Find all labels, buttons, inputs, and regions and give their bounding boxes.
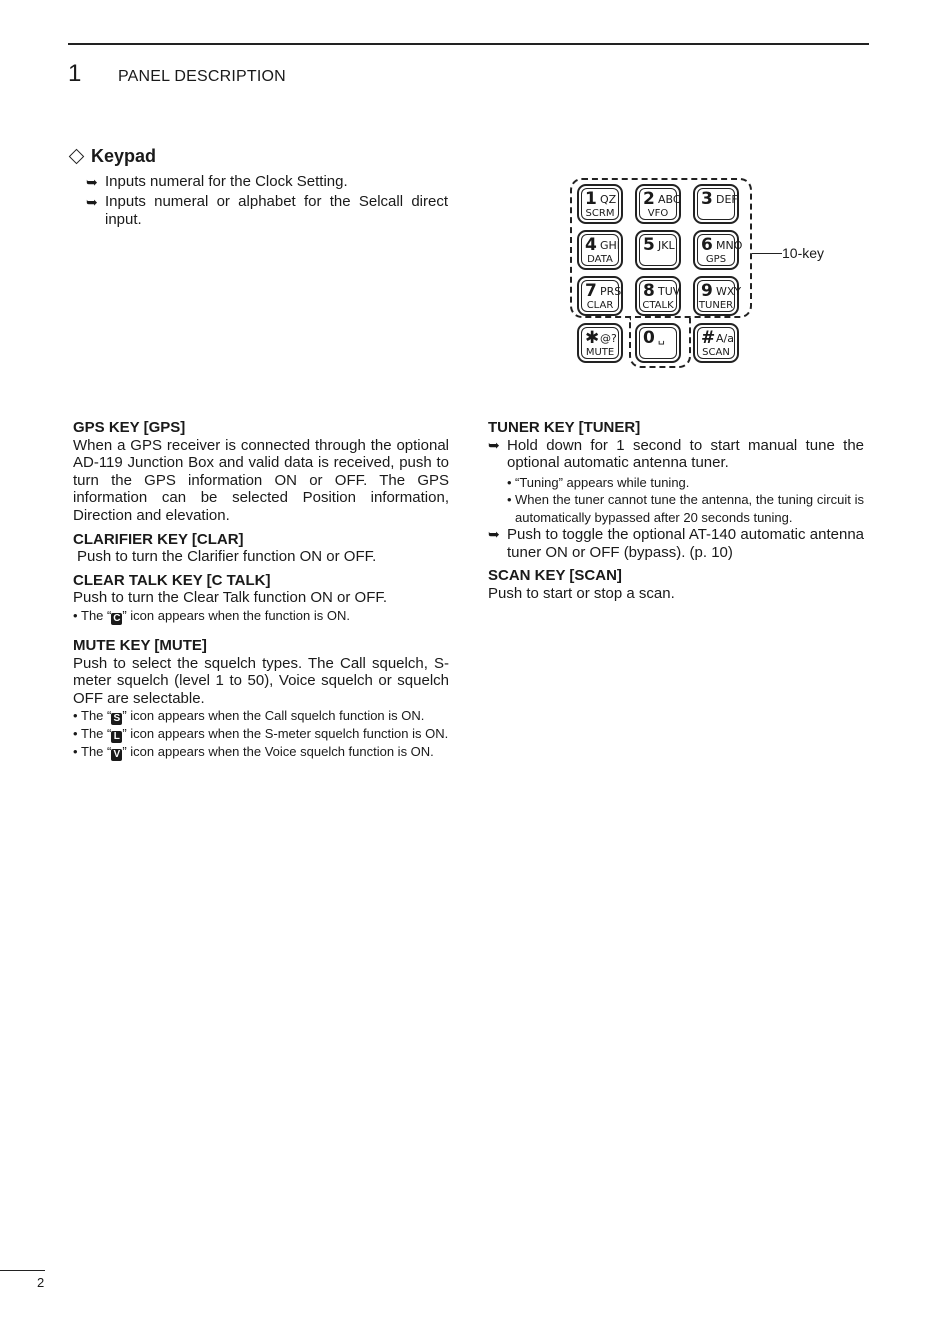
key-4: 4 GHI DATA	[577, 230, 623, 270]
mute-key-body: Push to select the squelch types. The Call squelch, S-meter squelch (level 1 to 50), Voice squelch or squelch OFF are selectable.	[73, 654, 449, 707]
callout-leader-line	[752, 253, 782, 254]
keypad-diagram	[566, 178, 766, 373]
mute-note: • The “ V ” icon appears when the Voice squelch function is ON.	[73, 744, 434, 761]
ctalk-key-title: CLEAR TALK KEY [C TALK]	[73, 571, 271, 589]
tuner-sub-note: • When the tuner cannot tune the antenna, the tuning circuit is automatically bypassed after 20 seconds tuning.	[507, 492, 864, 525]
scan-key-title: SCAN KEY [SCAN]	[488, 567, 622, 585]
list-item: ➥ Push to toggle the optional AT-140 automatic antenna tuner ON or OFF (bypass). (p. 10)	[488, 526, 864, 561]
keypad-description-list	[86, 173, 448, 231]
arrow-right-icon: ➥	[488, 526, 500, 543]
key-1: 1 QZ SCRM	[577, 184, 623, 224]
call-squelch-indicator-icon: S	[111, 713, 122, 725]
list-item: ➥ Inputs numeral or alphabet for the Selcall direct input.	[86, 193, 448, 228]
arrow-right-icon: ➥	[86, 174, 98, 190]
key-8: 8 TUV CTALK	[635, 276, 681, 316]
arrow-right-icon: ➥	[488, 436, 500, 453]
right-column	[488, 419, 864, 603]
footer-rule	[0, 1270, 45, 1271]
mute-note: • The “ S ” icon appears when the Call squelch function is ON.	[73, 708, 425, 725]
ten-key-callout: 10-key	[782, 245, 825, 261]
key-7: 7 PRS CLAR	[577, 276, 623, 316]
list-item: ➥ Hold down for 1 second to start manual tune the optional automatic antenna tuner.	[488, 436, 864, 472]
left-column	[73, 419, 449, 761]
mute-note: • The “ L ” icon appears when the S-meter squelch function is ON.	[73, 726, 449, 743]
chapter-number: 1	[68, 60, 82, 87]
key-star-mute: ✱ @? MUTE	[577, 323, 623, 363]
page-number: 2	[37, 1275, 45, 1290]
diamond-icon	[69, 149, 85, 165]
key-3: 3 DEF	[693, 184, 739, 224]
chapter-title: PANEL DESCRIPTION	[118, 68, 286, 85]
clar-key-title: CLARIFIER KEY [CLAR]	[73, 530, 244, 548]
key-0: 0 ␣	[635, 323, 681, 363]
mute-key-title: MUTE KEY [MUTE]	[73, 636, 207, 654]
arrow-right-icon: ➥	[86, 194, 98, 210]
keypad-heading	[68, 146, 156, 167]
key-2: 2 ABC VFO	[635, 184, 681, 224]
tuner-key-title: TUNER KEY [TUNER]	[488, 419, 641, 436]
ctalk-note: • The “ C ” icon appears when the function is ON.	[73, 607, 350, 624]
s-meter-squelch-indicator-icon: L	[111, 731, 122, 743]
header-rule	[68, 43, 869, 45]
tuner-sub-note: • “Tuning” appears while tuning.	[507, 474, 690, 490]
keypad-title: Keypad	[91, 146, 157, 166]
key-6: 6 MNO GPS	[693, 230, 739, 270]
clear-talk-indicator-icon: C	[113, 612, 121, 624]
key-9: 9 WXY TUNER	[693, 276, 739, 316]
key-5: 5 JKL	[635, 230, 681, 270]
clar-key-body: Push to turn the Clarifier function ON or OFF.	[77, 548, 377, 566]
ctalk-key-body: Push to turn the Clear Talk function ON or OFF.	[73, 589, 388, 607]
key-hash-scan: # A/a SCAN	[693, 323, 739, 363]
gps-key-title: GPS KEY [GPS]	[73, 419, 186, 436]
scan-key-body: Push to start or stop a scan.	[488, 585, 675, 603]
list-item: ➥ Inputs numeral for the Clock Setting.	[86, 173, 348, 190]
voice-squelch-indicator-icon: V	[111, 749, 122, 761]
gps-key-body: When a GPS receiver is connected through the optional AD-119 Junction Box and valid data is received, push to turn the GPS information ON or OFF. The GPS information can be selected Position information, Direction and elevation.	[73, 436, 449, 524]
